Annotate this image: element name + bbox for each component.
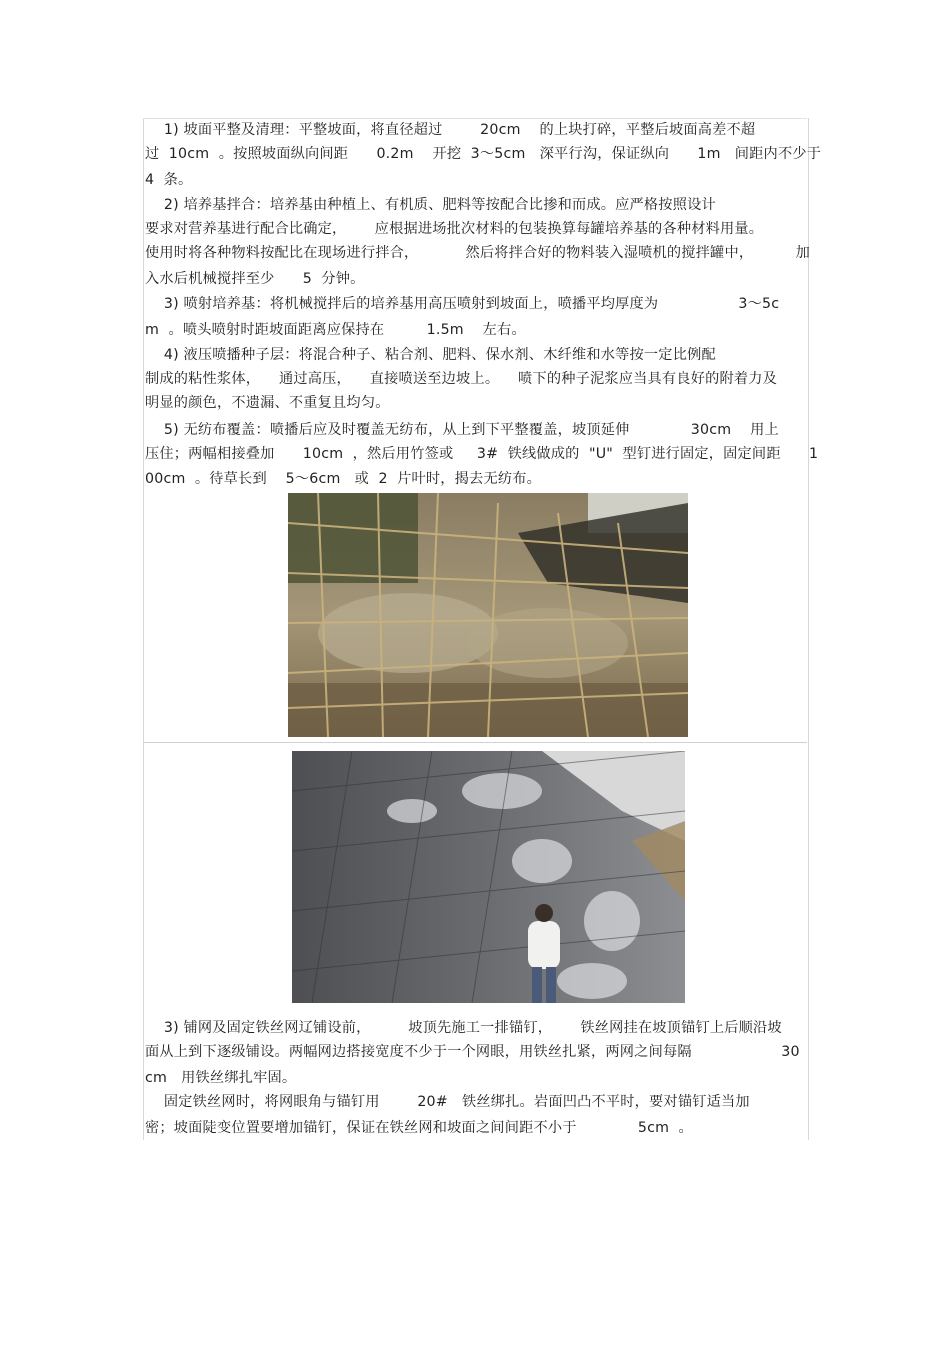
paragraph-line: 入水后机械搅拌至少 5 分钟。 bbox=[145, 271, 365, 287]
paragraph-line: 使用时将各种物料按配比在现场进行拌合， 然后将拌合好的物料装入湿喷机的搅拌罐中， 加 bbox=[145, 245, 810, 261]
paragraph-line: 5) 无纺布覆盖：喷播后应及时覆盖无纺布，从上到下平整覆盖，坡顶延伸 30cm 用上 bbox=[145, 422, 779, 438]
rock-slope-worker-photo bbox=[292, 751, 685, 1003]
paragraph-line: 3) 铺网及固定铁丝网辽铺设前， 坡顶先施工一排锚钉， 铁丝网挂在坡顶锚钉上后顺沿坡 bbox=[145, 1020, 782, 1036]
paragraph-line: 00cm 。待草长到 5～6cm 或 2 片叶时，揭去无纺布。 bbox=[145, 471, 541, 487]
paragraph-line: 3) 喷射培养基：将机械搅拌后的培养基用高压喷射到坡面上，喷播平均厚度为 3～5c bbox=[145, 296, 780, 312]
section-divider bbox=[143, 742, 807, 743]
paragraph-line: 4) 液压喷播种子层：将混合种子、粘合剂、肥料、保水剂、木纤维和水等按一定比例配 bbox=[145, 347, 716, 363]
paragraph-line: 面从上到下逐级铺设。两幅网边搭接宽度不少于一个网眼，用铁丝扎紧，两网之间每隔 30 bbox=[145, 1044, 800, 1060]
paragraph-line: 明显的颜色，不遗漏、不重复且均匀。 bbox=[145, 395, 390, 411]
paragraph-line: 固定铁丝网时，将网眼角与锚钉用 20# 铁丝绑扎。岩面凹凸不平时，要对锚钉适当加 bbox=[145, 1094, 750, 1110]
paragraph-line: 过 10cm 。按照坡面纵向间距 0.2m 开挖 3～5cm 深平行沟，保证纵向 1m 间距内不少于 bbox=[145, 146, 822, 162]
paragraph-line: 压住；两幅相接叠加 10cm ，然后用竹签或 3# 铁线做成的 "U" 型钉进行固定，固定间距 1 bbox=[145, 446, 819, 462]
paragraph-line: 要求对营养基进行配合比确定， 应根据进场批次材料的包装换算每罐培养基的各种材料用量。 bbox=[145, 221, 764, 237]
paragraph-line: m 。喷头喷射时距坡面距离应保持在 1.5m 左右。 bbox=[145, 322, 526, 338]
paragraph-line: 1) 坡面平整及清理：平整坡面，将直径超过 20cm 的上块打碎，平整后坡面高差不超 bbox=[145, 122, 756, 138]
paragraph-line: 2) 培养基拌合：培养基由种植上、有机质、肥料等按配合比掺和而成。应严格按照设计 bbox=[145, 197, 716, 213]
paragraph-line: 4 条。 bbox=[145, 172, 193, 188]
paragraph-line: 密；坡面陡变位置要增加锚钉，保证在铁丝网和坡面之间间距不小于 5cm 。 bbox=[145, 1120, 693, 1136]
slope-scaffold-photo bbox=[288, 493, 688, 737]
paragraph-line: 制成的粘性浆体， 通过高压， 直接喷送至边坡上。 喷下的种子泥浆应当具有良好的附着力及 bbox=[145, 371, 778, 387]
paragraph-line: cm 用铁丝绑扎牢固。 bbox=[145, 1070, 297, 1086]
